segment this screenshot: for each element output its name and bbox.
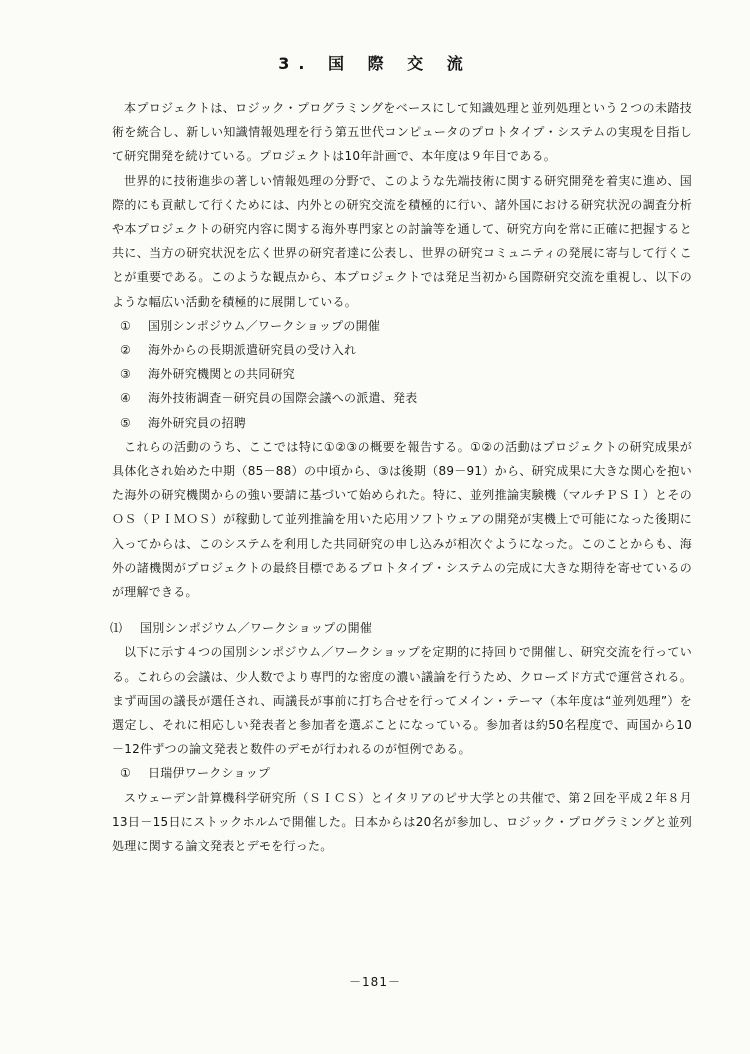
- list-item: [112, 386, 692, 410]
- section-heading: [112, 616, 692, 640]
- section-paragraph: 以下に示す４つの国別シンポジウム／ワークショップを定期的に持回りで開催し、研究交流を行っている。これらの会議は、少人数でより専門的な密度の濃い議論を行うため、クローズド方式で運営される。まず両国の議長が選任され、両議長が事前に打ち合せを行ってメイン・テーマ（本年度は“並列処理”）を選定し、それに相応しい発表者と参加者を選ぶことになっている。参加者は約50名程度で、両国から10－12件ずつの論文発表と数件のデモが行われるのが恒例である。: [112, 645, 692, 757]
- list-item-text: 国別シンポジウム／ワークショップの開催: [148, 318, 381, 333]
- intro-paragraph-2: 世界的に技術進歩の著しい情報処理の分野で、このような先端技術に関する研究開発を着実に進め、国際的にも貢献して行くためには、内外との研究交流を積極的に行い、諸外国における研究状況の調査分析や本プロジェクトの研究内容に関する海外専門家との討論等を通して、研究方向を常に正確に把握すると共に、当方の研究状況を広く世界の研究者達に公表し、世界の研究コミュニティの発展に寄与して行くことが重要である。このような観点から、本プロジェクトでは発足当初から国際研究交流を重視し、以下のような幅広い活動を積極的に展開している。: [112, 173, 692, 309]
- list-item-marker: ④: [120, 391, 132, 406]
- list-item-text: 海外研究員の招聘: [148, 415, 247, 430]
- page-title: 3. 国 際 交 流: [278, 54, 472, 73]
- page-number: －181－: [349, 975, 401, 989]
- subsection-marker: ①: [120, 766, 132, 781]
- list-item-marker: ⑤: [120, 415, 132, 430]
- subsection-heading: [112, 761, 692, 785]
- intro-paragraph-1: 本プロジェクトは、ロジック・プログラミングをベースにして知識処理と並列処理という２つの未踏技術を統合し、新しい知識情報処理を行う第五世代コンピュータのプロトタイプ・システムの実現を目指して研究開発を続けている。プロジェクトは10年計画で、本年度は９年目である。: [112, 101, 692, 164]
- document-body: [112, 96, 692, 858]
- list-item: [112, 362, 692, 386]
- list-item: [112, 411, 692, 435]
- list-item: [112, 314, 692, 338]
- list-item-text: 海外技術調査－研究員の国際会議への派遣、発表: [148, 391, 418, 406]
- list-item: [112, 338, 692, 362]
- activity-list: [112, 314, 692, 435]
- subsection-heading-text: 日瑞伊ワークショップ: [148, 766, 271, 781]
- section-number: ⑴: [110, 621, 123, 636]
- list-item-marker: ①: [120, 318, 132, 333]
- section-heading-text: 国別シンポジウム／ワークショップの開催: [140, 621, 373, 636]
- list-item-text: 海外からの長期派遣研究員の受け入れ: [148, 343, 357, 358]
- subsection-paragraph: スウェーデン計算機科学研究所（ＳＩＣＳ）とイタリアのピサ大学との共催で、第２回を平成２年８月13日－15日にストックホルムで開催した。日本からは20名が参加し、ロジック・プログラミングと並列処理に関する論文発表とデモを行った。: [112, 790, 692, 854]
- list-item-text: 海外研究機関との共同研究: [148, 367, 296, 382]
- summary-paragraph: これらの活動のうち、ここでは特に①②③の概要を報告する。①②の活動はプロジェクトの研究成果が具体化され始めた中期（85－88）の中頃から、③は後期（89－91）から、研究成果に大きな関心を抱いた海外の研究機関からの強い要請に基づいて始められた。特に、並列推論実験機（マルチＰＳＩ）とそのＯＳ（ＰＩＭＯＳ）が稼動して並列推論を用いた応用ソフトウェアの開発が実機上で可能になった後期に入ってからは、このシステムを利用した共同研究の申し込みが相次ぐようになった。このことからも、海外の諸機関がプロジェクトの最終目標であるプロトタイプ・システムの完成に大きな期待を寄せているのが理解できる。: [112, 439, 692, 600]
- list-item-marker: ③: [120, 367, 132, 382]
- list-item-marker: ②: [120, 343, 132, 358]
